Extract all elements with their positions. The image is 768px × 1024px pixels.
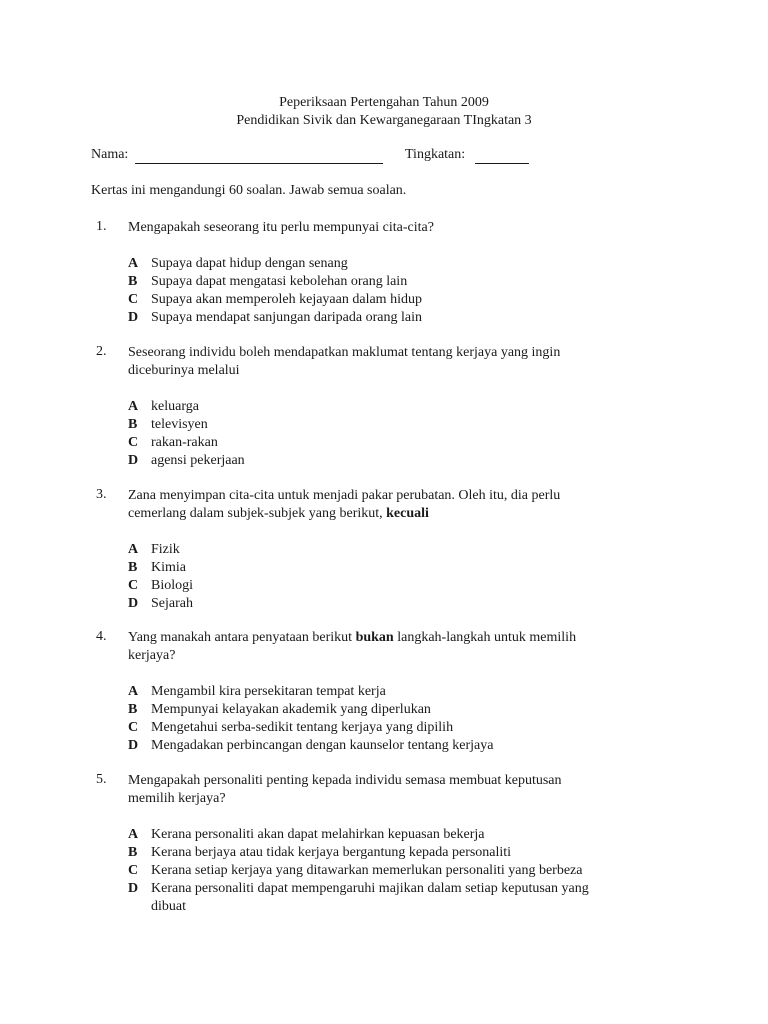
option-text: Fizik bbox=[151, 542, 180, 557]
option-text: Supaya mendapat sanjungan daripada orang lain bbox=[151, 310, 422, 325]
option-letter: C bbox=[128, 292, 139, 307]
option-letter: D bbox=[128, 310, 139, 325]
option-letter: C bbox=[128, 863, 139, 878]
option-text: Kerana personaliti dapat mempengaruhi majikan dalam setiap keputusan yang dibuat bbox=[151, 881, 589, 914]
tingkatan-field[interactable] bbox=[475, 149, 529, 164]
option-text: Mempunyai kelayakan akademik yang diperlukan bbox=[151, 702, 431, 717]
exam-subject: Pendidikan Sivik dan Kewarganegaraan TIngkatan 3 bbox=[236, 113, 532, 128]
option-text: Kerana berjaya atau tidak kerjaya bergantung kepada personaliti bbox=[151, 845, 512, 860]
option-letter: C bbox=[128, 720, 139, 735]
option-letter: A bbox=[128, 256, 139, 271]
option-letter: B bbox=[128, 274, 138, 289]
question-text: Seseorang individu boleh mendapatkan maklumat tentang kerjaya yang ingin diceburinya melalui bbox=[128, 345, 561, 378]
option-text: Kerana setiap kerjaya yang ditawarkan memerlukan personaliti yang berbeza bbox=[151, 863, 583, 878]
option-letter: D bbox=[128, 596, 139, 611]
question-text: Mengapakah seseorang itu perlu mempunyai cita-cita? bbox=[128, 220, 434, 235]
option-letter: B bbox=[128, 845, 138, 860]
option-text: Kimia bbox=[151, 560, 186, 575]
option-letter: A bbox=[128, 827, 139, 842]
question-number: 4. bbox=[96, 629, 107, 644]
option-letter: A bbox=[128, 542, 139, 557]
option-letter: C bbox=[128, 578, 139, 593]
question-text: Yang manakah antara penyataan berikut bukan langkah-langkah untuk memilih kerjaya? bbox=[128, 630, 577, 663]
option-letter: C bbox=[128, 435, 139, 450]
question-number: 2. bbox=[96, 344, 107, 359]
option-text: Mengetahui serba-sedikit tentang kerjaya yang dipilih bbox=[151, 720, 454, 735]
option-letter: A bbox=[128, 399, 139, 414]
option-letter: D bbox=[128, 738, 139, 753]
option-text: Sejarah bbox=[151, 596, 193, 611]
question-text: Zana menyimpan cita-cita untuk menjadi pakar perubatan. Oleh itu, dia perlu cemerlang dalam subjek-subjek yang berikut, kecuali bbox=[128, 488, 561, 521]
option-letter: B bbox=[128, 417, 138, 432]
instruction-text: Kertas ini mengandungi 60 soalan. Jawab semua soalan. bbox=[91, 183, 407, 198]
exam-title: Peperiksaan Pertengahan Tahun 2009 bbox=[279, 95, 489, 110]
question-number: 1. bbox=[96, 219, 107, 234]
option-text: televisyen bbox=[151, 417, 208, 432]
option-letter: D bbox=[128, 881, 139, 896]
tingkatan-label: Tingkatan: bbox=[405, 147, 466, 162]
exam-header bbox=[0, 94, 768, 130]
option-text: agensi pekerjaan bbox=[151, 453, 245, 468]
option-text: Supaya dapat hidup dengan senang bbox=[151, 256, 348, 271]
option-letter: D bbox=[128, 453, 139, 468]
option-text: Mengambil kira persekitaran tempat kerja bbox=[151, 684, 386, 699]
question-text: Mengapakah personaliti penting kepada individu semasa membuat keputusan memilih kerjaya? bbox=[128, 773, 562, 806]
option-letter: A bbox=[128, 684, 139, 699]
option-text: Kerana personaliti akan dapat melahirkan kepuasan bekerja bbox=[151, 827, 485, 842]
name-field[interactable] bbox=[135, 149, 383, 164]
option-letter: B bbox=[128, 702, 138, 717]
option-text: Mengadakan perbincangan dengan kaunselor tentang kerjaya bbox=[151, 738, 494, 753]
name-label: Nama: bbox=[91, 147, 129, 162]
option-text: Supaya akan memperoleh kejayaan dalam hidup bbox=[151, 292, 422, 307]
question-number: 3. bbox=[96, 487, 107, 502]
question-number: 5. bbox=[96, 772, 107, 787]
option-text: keluarga bbox=[151, 399, 199, 414]
option-text: Supaya dapat mengatasi kebolehan orang lain bbox=[151, 274, 408, 289]
option-text: Biologi bbox=[151, 578, 194, 593]
option-text: rakan-rakan bbox=[151, 435, 218, 450]
option-letter: B bbox=[128, 560, 138, 575]
